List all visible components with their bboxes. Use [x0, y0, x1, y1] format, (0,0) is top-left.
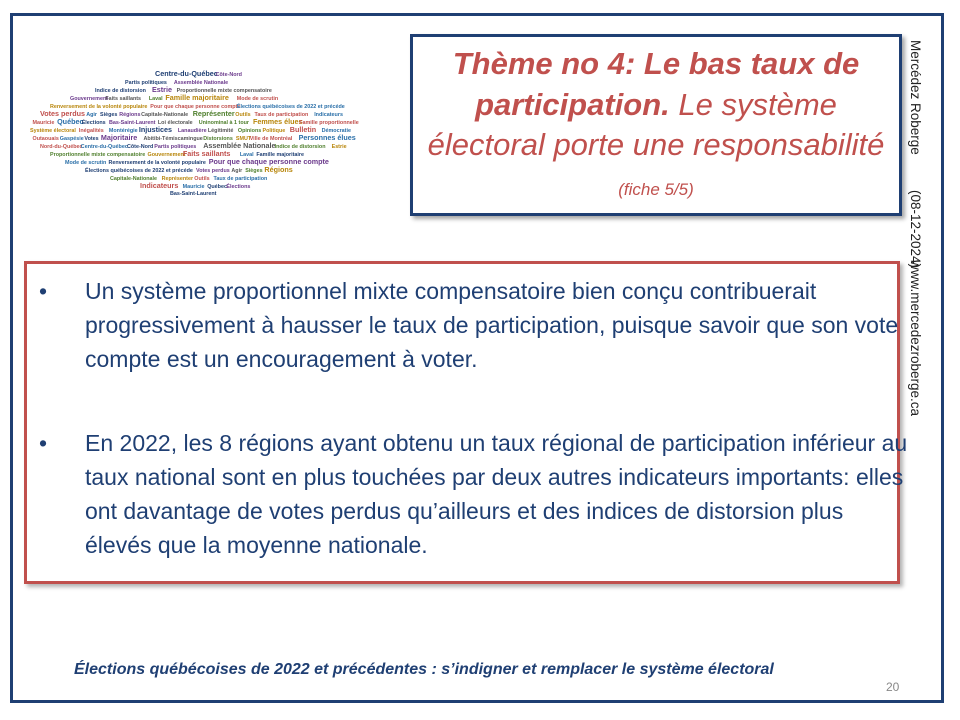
word-cloud-word: Injustices	[138, 125, 173, 134]
word-cloud-word: Agir	[86, 112, 97, 118]
word-cloud-word: Partis politiques	[154, 144, 197, 150]
word-cloud-word: Taux de participation	[213, 176, 268, 182]
title-bold-part: Thème no 4: Le bas taux de participation.	[452, 46, 860, 122]
website-link[interactable]: www.mercedezroberge.ca	[908, 260, 923, 417]
word-cloud-word: Partis politiques	[125, 80, 167, 86]
word-cloud-word: Élections	[226, 184, 251, 190]
word-cloud-word: Votes	[84, 136, 99, 142]
word-cloud-word: Pour que chaque personne compte	[150, 104, 241, 110]
word-cloud-word: Renversement de la volonté populaire	[50, 104, 148, 110]
date-label: (08-12-2024)	[908, 190, 923, 269]
word-cloud-word: Sièges	[245, 168, 263, 174]
word-cloud-word: Outils	[194, 176, 210, 182]
word-cloud-word: Mode de scrutin	[65, 160, 107, 166]
word-cloud-word: Indicateurs	[140, 181, 179, 190]
word-cloud-word: Votes perdus	[40, 109, 85, 118]
page-number: 20	[886, 680, 900, 694]
word-cloud-word: Système électoral	[30, 128, 76, 134]
word-cloud-word: Bulletin	[289, 125, 317, 134]
word-cloud-word: Gouvernement	[147, 152, 186, 158]
content-box	[24, 261, 908, 584]
word-cloud-word: Représenter	[161, 176, 194, 182]
word-cloud-word: Sièges	[100, 112, 118, 118]
word-cloud-word: Inégalités	[78, 128, 104, 134]
word-cloud-word: Majoritaire	[100, 133, 138, 142]
word-cloud-word: Loi électorale	[157, 120, 193, 126]
word-cloud-word: Mauricie	[32, 120, 55, 126]
word-cloud-word: Lanaudière	[177, 128, 207, 134]
word-cloud-word: Représenter	[192, 109, 235, 118]
word-cloud-word: Personnes élues	[298, 133, 356, 142]
word-cloud-word: Québec	[207, 184, 227, 190]
word-cloud-word: Centre-du-Québec	[155, 69, 218, 78]
word-cloud-word: Légitimité	[207, 128, 234, 134]
word-cloud-word: Élections québécoises de 2022 et précéde	[236, 104, 345, 110]
slide-title	[423, 44, 889, 205]
word-cloud-word: Proportionnelle mixte compensatoire	[176, 88, 272, 94]
word-cloud-word: Pour que chaque personne compte	[208, 157, 329, 166]
side-credits	[904, 40, 934, 440]
word-cloud-word: Régions	[119, 112, 141, 118]
word-cloud-word: Famille proportionnelle	[299, 120, 359, 126]
word-cloud-word: Démocratie	[321, 128, 351, 134]
word-cloud-word: Bas-Saint-Laurent	[170, 191, 217, 197]
word-cloud-word: Agir	[231, 168, 243, 174]
word-cloud-word: Côte-Nord	[127, 144, 154, 150]
word-cloud-word: Gaspésie	[59, 136, 84, 142]
word-cloud-word: SMUT	[235, 136, 252, 142]
word-cloud-word: Indice de distorsion	[274, 144, 326, 150]
word-cloud-word: Faits saillants	[105, 96, 142, 102]
title-italic-part: Le système électoral porte une responsabilité	[427, 86, 885, 162]
bullet-text-2: En 2022, les 8 régions ayant obtenu un taux régional de participation inférieur au taux national sont en plus touchées par deux autres indicateurs importants: elles ont davantage de votes perdus qu’ailleurs et des indices de distorsion plus élevés que la moyenne nationale.	[85, 430, 908, 558]
word-cloud-word: Famille majoritaire	[165, 93, 229, 102]
footer-title: Élections québécoises de 2022 et précédentes : s’indigner et remplacer le système électoral	[74, 661, 774, 678]
word-cloud-word: Indicateurs	[314, 112, 343, 118]
word-cloud-word: Capitale-Nationale	[110, 176, 158, 182]
word-cloud-word: Renversement de la volonté populaire	[108, 160, 206, 166]
word-cloud-word: Québec	[57, 117, 84, 126]
word-cloud-word: Régions	[264, 165, 293, 174]
word-cloud-word: Opinions	[237, 128, 262, 134]
word-cloud-word: Estrie	[152, 85, 172, 94]
word-cloud-word: Assemblée Nationale	[203, 141, 276, 150]
bullet-marker: •	[39, 278, 48, 304]
word-cloud-word: Uninominal à 1 tour	[198, 120, 250, 126]
word-cloud-word: Votes perdus	[196, 168, 230, 174]
word-cloud-word: Outils	[235, 112, 251, 118]
word-cloud-word: Bas-Saint-Laurent	[109, 120, 156, 126]
title-box	[410, 34, 902, 216]
word-cloud-word: Taux de participation	[254, 112, 309, 118]
word-cloud-word: Outaouais	[32, 136, 59, 142]
word-cloud-word: Laval	[239, 152, 254, 158]
word-cloud-word: Ville de Montréal	[249, 136, 293, 142]
word-cloud-word: Centre-du-Québec	[80, 144, 128, 150]
word-cloud-word: Élections	[81, 120, 106, 126]
word-cloud-word: Estrie	[331, 144, 347, 150]
word-cloud-word: Nord-du-Québec	[40, 144, 83, 150]
word-cloud-word: Assemblée Nationale	[173, 80, 229, 86]
word-cloud-word: Montérégie	[108, 128, 138, 134]
word-cloud-word: Indice de distorsion	[95, 88, 146, 94]
bullet-text-1: Un système proportionnel mixte compensatoire bien conçu contribuerait progressivement à hausser le taux de participation, puisque savoir que son vote compte est un encouragement à voter.	[85, 278, 899, 372]
word-cloud-word: Proportionnelle mixte compensatoire	[50, 152, 146, 158]
title-sheet-number: (fiche 5/5)	[618, 180, 694, 200]
word-cloud-word: Laval	[148, 96, 163, 102]
word-cloud-word: Politique	[262, 128, 286, 134]
word-cloud-word: Mode de scrutin	[236, 96, 279, 102]
word-cloud-word: Faits saillants	[182, 149, 231, 158]
word-cloud-word: Distorsions	[203, 136, 233, 142]
word-cloud-image	[28, 66, 373, 201]
bullet-marker: •	[39, 430, 48, 456]
author-name: Mercédez Roberge	[908, 40, 923, 155]
word-cloud-word: Élections québécoises de 2022 et précéde	[85, 168, 193, 174]
word-cloud-word: Capitale-Nationale	[141, 112, 189, 118]
word-cloud-word: Gouvernement	[70, 96, 109, 102]
word-cloud-word: Mauricie	[182, 184, 205, 190]
word-cloud-word: Femmes élues	[253, 117, 303, 126]
word-cloud-word: Côte-Nord	[215, 72, 242, 78]
word-cloud-word: Abitibi-Témiscamingue	[143, 136, 203, 142]
word-cloud-word: Famille majoritaire	[256, 152, 305, 158]
